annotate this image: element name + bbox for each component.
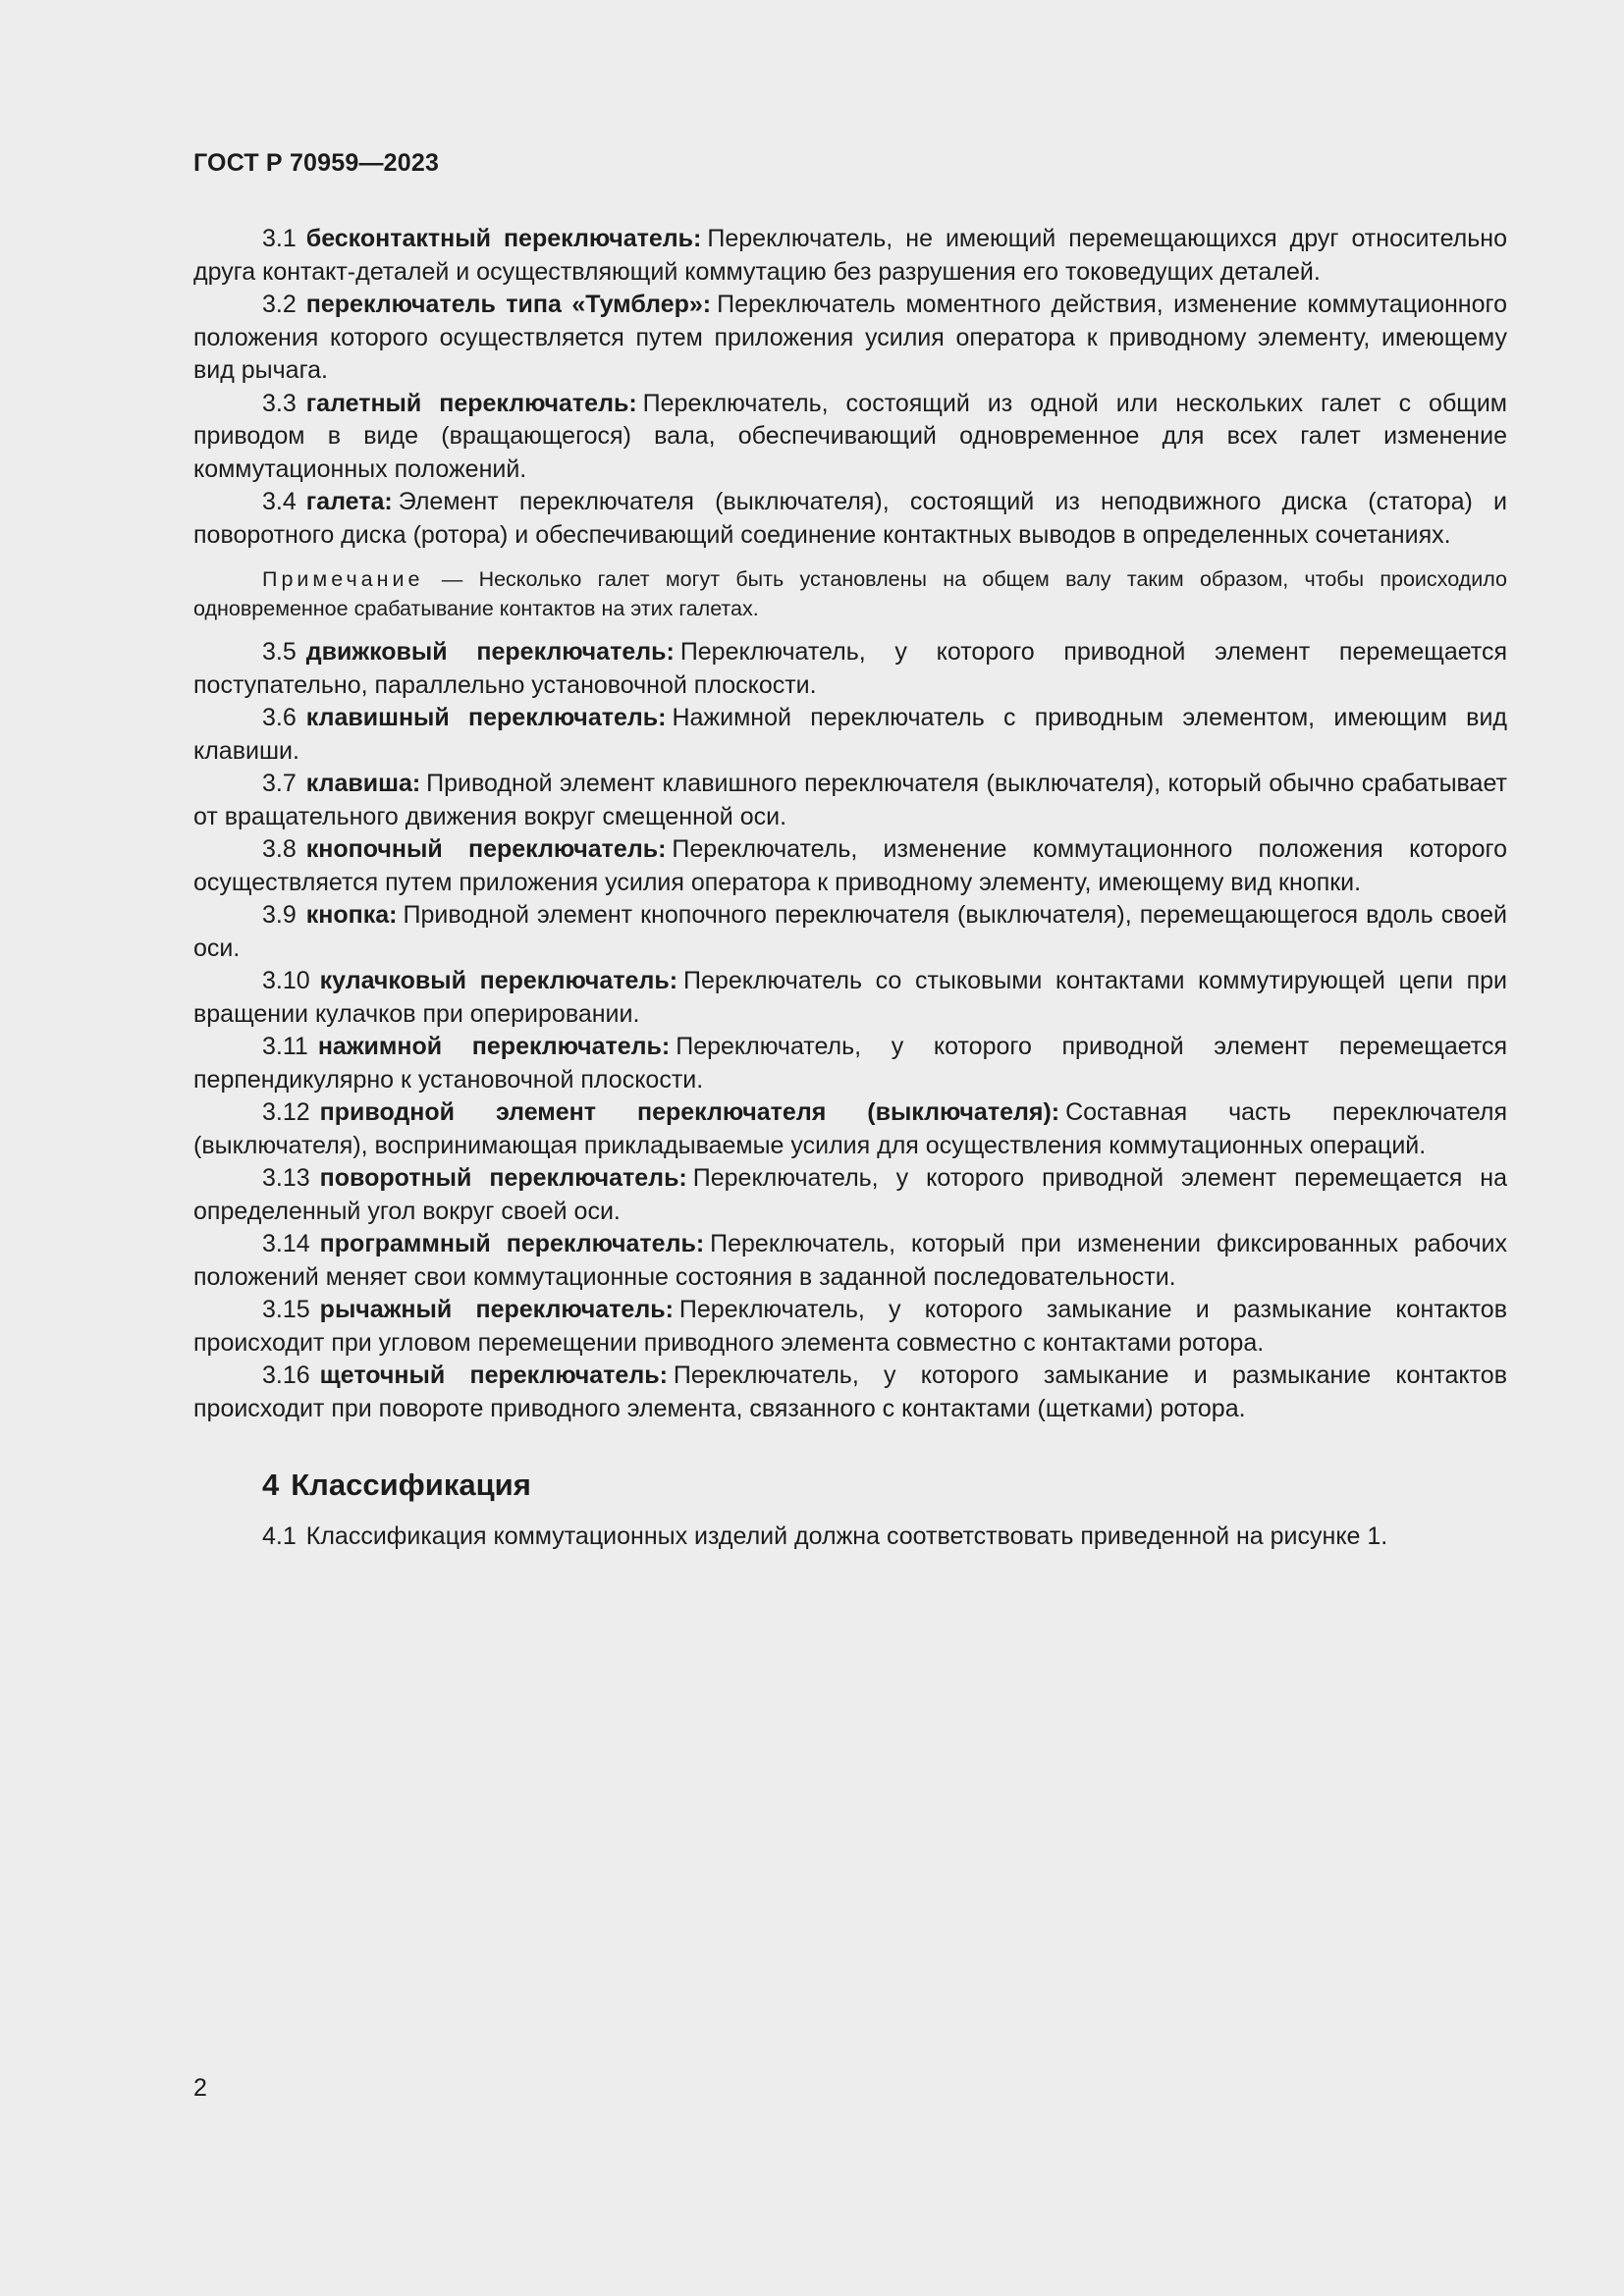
term-definition: Переключатель, у которого замыкание и размыкание контактов происходит при угловом перемещении приводного элемента совместно с контактами ротора. xyxy=(193,1296,1507,1357)
term-definition: Переключатель, у которого приводной элемент перемещается поступательно, параллельно установочной плоскости. xyxy=(193,638,1508,699)
note-text: — Несколько галет могут быть установлены на общем валу таким образом, чтобы происходило одновременное срабатывание контактов на этих галетах. xyxy=(193,567,1507,620)
term-name: кнопочный переключатель: xyxy=(305,835,667,863)
term-number: 3.2 xyxy=(262,291,297,318)
term-number: 3.12 xyxy=(262,1098,310,1126)
term-definition: Переключатель, у которого приводной элемент перемещается перпендикулярно к установочной плоскости. xyxy=(193,1033,1508,1094)
term-entry xyxy=(193,899,1507,965)
term-number: 3.15 xyxy=(262,1296,310,1323)
term-definition: Переключатель, состоящий из одной или нескольких галет с общим приводом в виде (вращающегося) вала, обеспечивающий одновременное для всех галет изменение коммутационных положений. xyxy=(193,389,1507,483)
term-name: клавиша: xyxy=(305,770,421,797)
term-definition: Нажимной переключатель с приводным элементом, имеющим вид клавиши. xyxy=(193,704,1508,765)
term-definition: Переключатель, изменение коммутационного положения которого осуществляется путем приложения усилия оператора к приводному элементу, имеющему вид кнопки. xyxy=(193,835,1508,896)
section-title: Классификация xyxy=(291,1468,531,1502)
term-entry xyxy=(193,1360,1507,1425)
note-label: Примечание xyxy=(262,567,424,591)
term-name: галетный переключатель: xyxy=(305,389,637,417)
term-entry xyxy=(193,1228,1507,1294)
term-number: 3.13 xyxy=(262,1164,310,1192)
term-entry xyxy=(193,1162,1507,1228)
term-definition: Переключатель, у которого приводной элемент перемещается на определенный угол вокруг своей оси. xyxy=(193,1164,1507,1225)
note xyxy=(193,564,1507,623)
term-entry xyxy=(193,636,1507,702)
term-entry xyxy=(193,965,1507,1031)
clause-number: 4.1 xyxy=(262,1522,297,1550)
term-name: поворотный переключатель: xyxy=(319,1164,687,1192)
term-name: галета: xyxy=(305,488,393,515)
term-entry xyxy=(193,1031,1507,1096)
term-number: 3.1 xyxy=(262,225,297,252)
term-name: щеточный переключатель: xyxy=(319,1362,668,1389)
term-entry xyxy=(193,388,1507,487)
term-number: 3.3 xyxy=(262,389,297,417)
term-entry xyxy=(193,833,1507,899)
term-number: 3.5 xyxy=(262,638,297,666)
clause-text: Классификация коммутационных изделий должна соответствовать приведенной на рисунке 1. xyxy=(305,1522,1388,1550)
term-name: кнопка: xyxy=(305,901,398,929)
clause xyxy=(193,1521,1507,1554)
term-definition: Приводной элемент кнопочного переключателя (выключателя), перемещающегося вдоль своей оси. xyxy=(193,901,1507,962)
term-entry xyxy=(193,1096,1507,1162)
term-entry xyxy=(193,768,1507,833)
document-body xyxy=(193,223,1507,1554)
term-name: программный переключатель: xyxy=(319,1230,705,1257)
term-number: 3.11 xyxy=(262,1033,308,1060)
term-definition: Элемент переключателя (выключателя), состоящий из неподвижного диска (статора) и поворотного диска (ротора) и обеспечивающий соединение контактных выводов в определенных сочетаниях. xyxy=(193,488,1507,549)
term-definition: Переключатель, который при изменении фиксированных рабочих положений меняет свои коммутационные состояния в заданной последовательности. xyxy=(193,1230,1507,1291)
term-number: 3.4 xyxy=(262,488,297,515)
term-definition: Переключатель, не имеющий перемещающихся друг относительно друга контакт-деталей и осуществляющий коммутацию без разрушения его токоведущих деталей. xyxy=(193,225,1508,286)
term-name: рычажный переключатель: xyxy=(319,1296,674,1323)
term-name: переключатель типа «Тумблер»: xyxy=(305,291,712,318)
document-id: ГОСТ Р 70959—2023 xyxy=(193,149,440,177)
term-definition: Составная часть переключателя (выключателя), воспринимающая прикладываемые усилия для осуществления коммутационных операций. xyxy=(193,1098,1507,1159)
term-name: бесконтактный переключатель: xyxy=(305,225,702,252)
term-definition: Приводной элемент клавишного переключателя (выключателя), который обычно срабатывает от вращательного движения вокруг смещенной оси. xyxy=(193,770,1507,830)
term-definition: Переключатель со стыковыми контактами коммутирующей цепи при вращении кулачков при оперировании. xyxy=(193,967,1507,1028)
term-definition: Переключатель моментного действия, изменение коммутационного положения которого осуществляется путем приложения усилия оператора к приводному элементу, имеющему вид рычага. xyxy=(193,291,1507,384)
term-entry xyxy=(193,289,1507,388)
term-definition: Переключатель, у которого замыкание и размыкание контактов происходит при повороте приводного элемента, связанного с контактами (щетками) ротора. xyxy=(193,1362,1507,1422)
term-number: 3.14 xyxy=(262,1230,310,1257)
term-entry xyxy=(193,702,1507,768)
section-heading xyxy=(262,1468,1507,1503)
term-number: 3.8 xyxy=(262,835,297,863)
section-number: 4 xyxy=(262,1468,280,1502)
term-number: 3.9 xyxy=(262,901,297,929)
term-entry xyxy=(193,223,1507,289)
term-number: 3.10 xyxy=(262,967,310,994)
term-number: 3.16 xyxy=(262,1362,310,1389)
term-name: клавишный переключатель: xyxy=(305,704,667,731)
term-number: 3.6 xyxy=(262,704,297,731)
page-number: 2 xyxy=(193,2074,207,2102)
term-name: приводной элемент переключателя (выключателя): xyxy=(319,1098,1060,1126)
term-name: движковый переключатель: xyxy=(305,638,675,666)
term-name: кулачковый переключатель: xyxy=(319,967,678,994)
term-entry xyxy=(193,1294,1507,1360)
term-name: нажимной переключатель: xyxy=(317,1033,671,1060)
term-entry xyxy=(193,486,1507,552)
term-number: 3.7 xyxy=(262,770,297,797)
